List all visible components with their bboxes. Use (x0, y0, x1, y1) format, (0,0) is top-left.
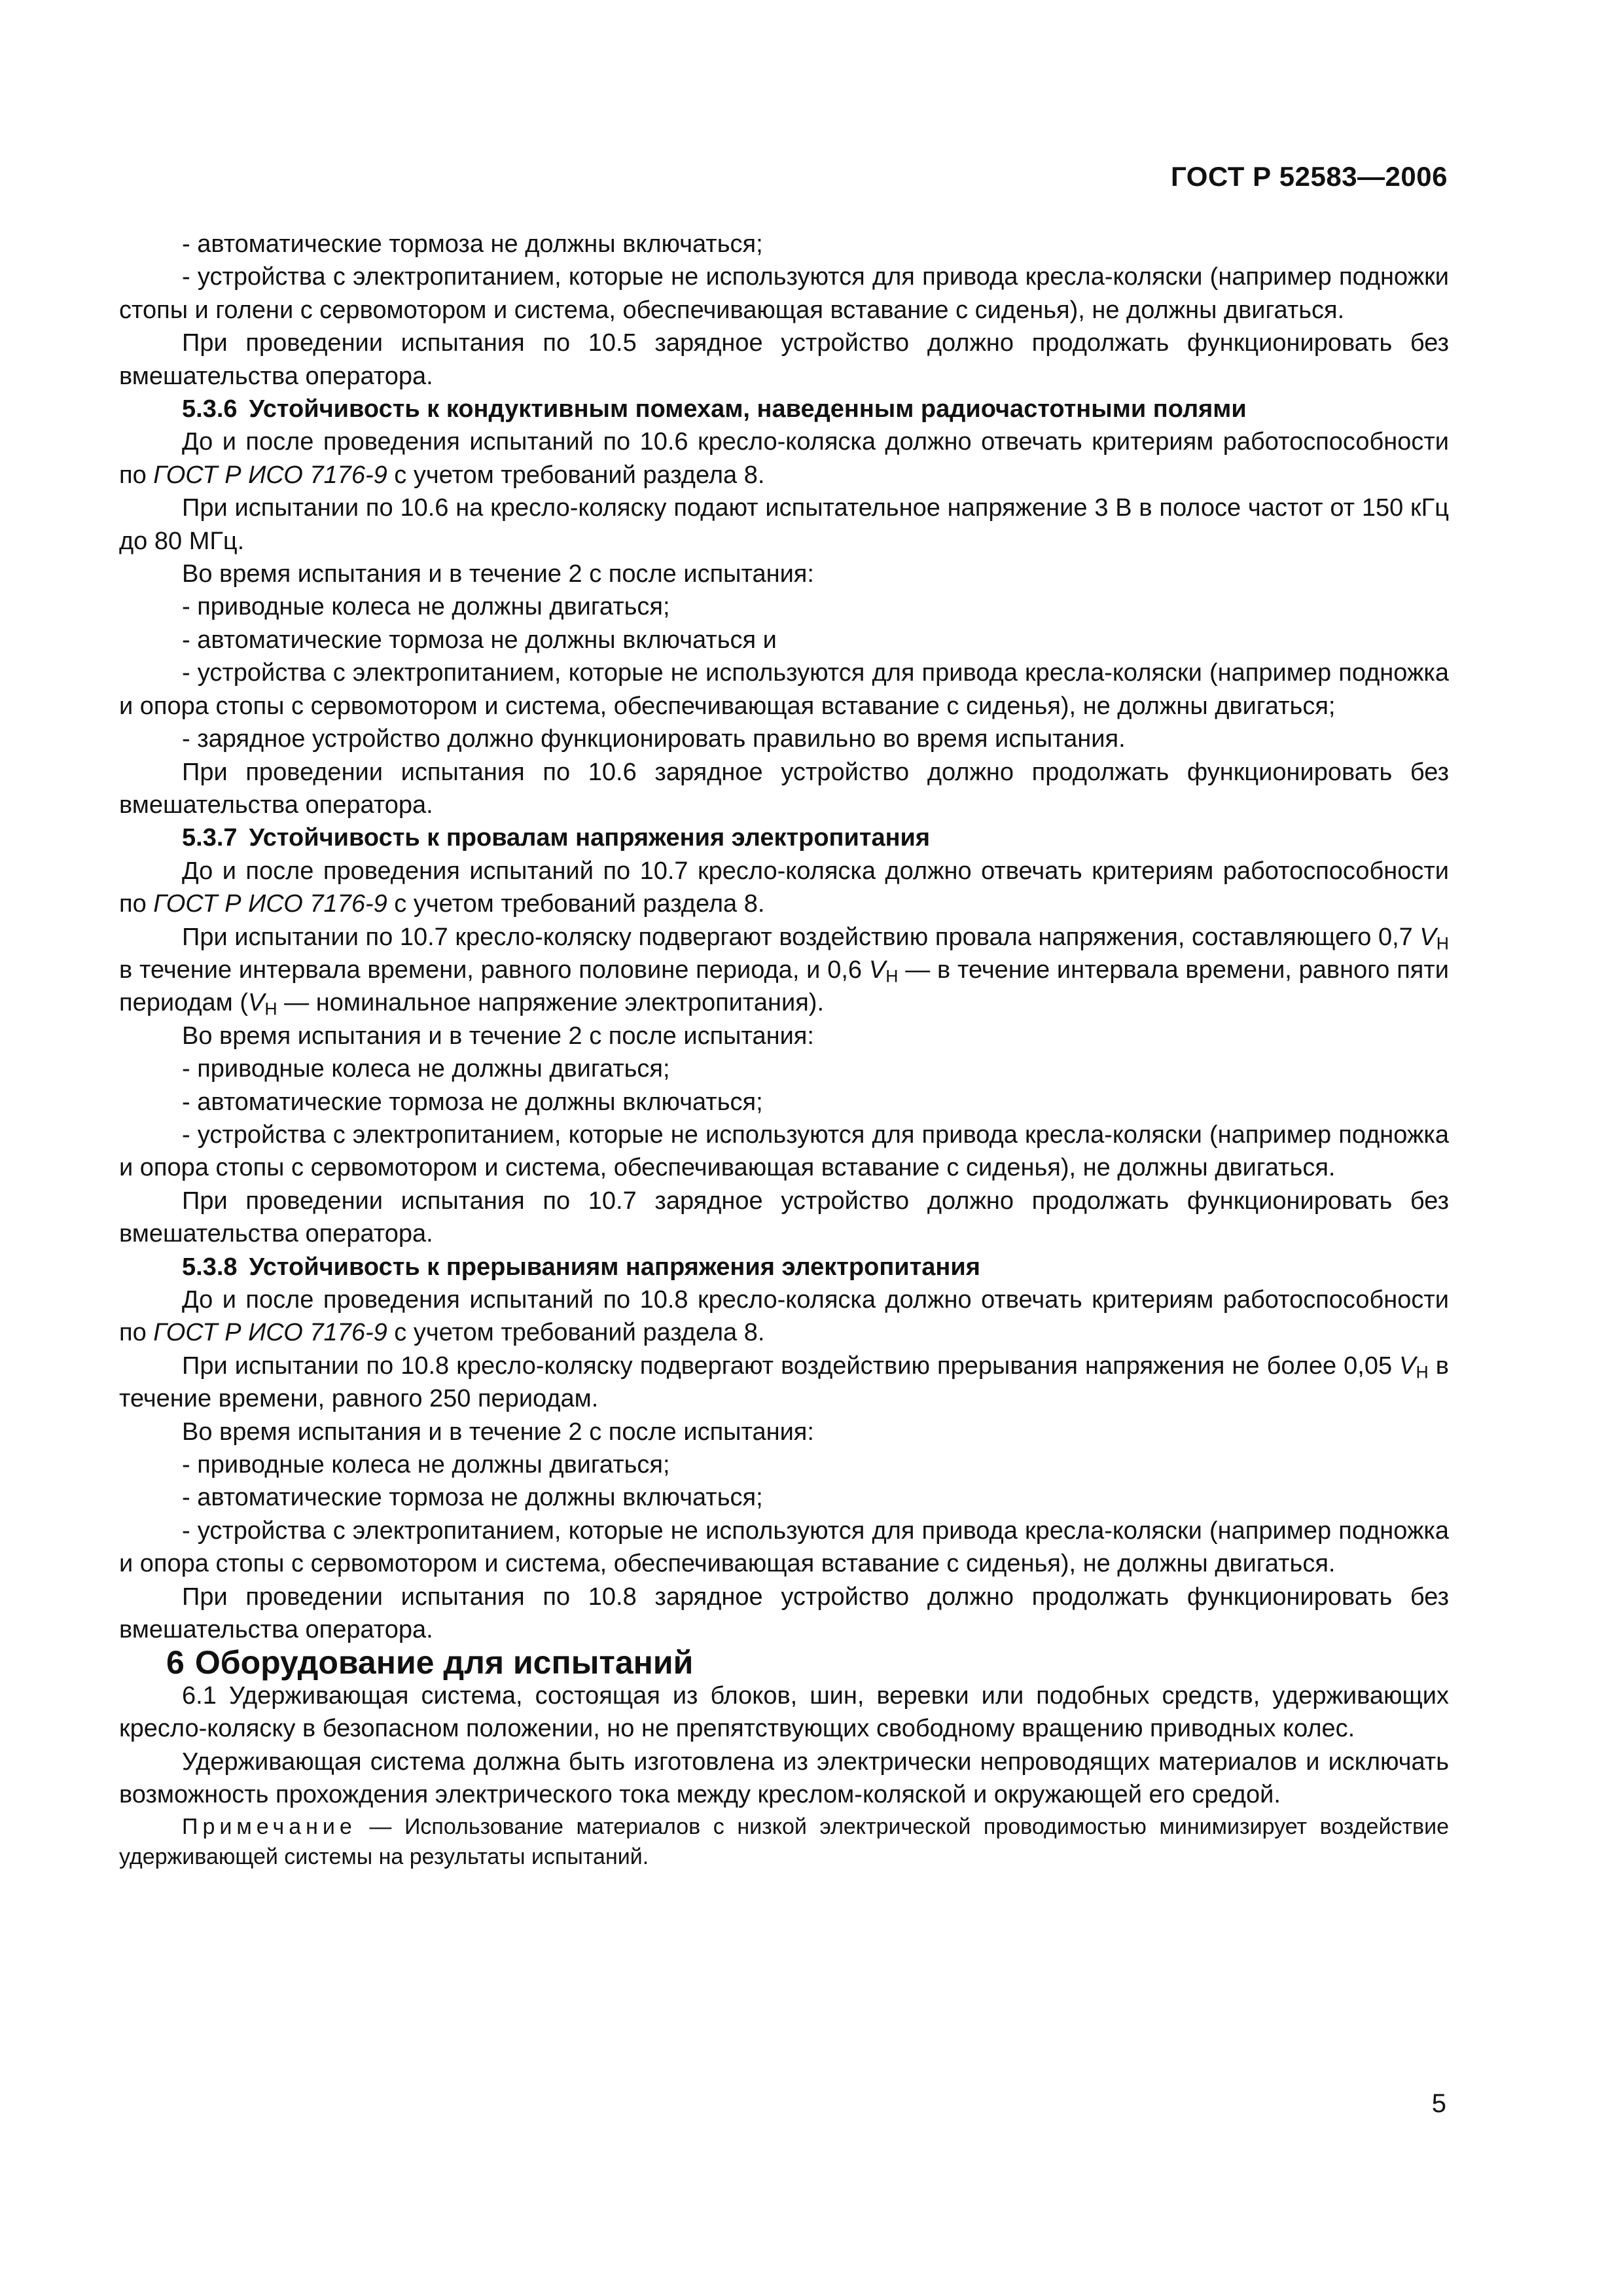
note-label: Примечание (182, 1814, 357, 1839)
text: До и после проведения испытаний по 10.6 кресло-коляска должно отвечать критериям работоспособности по (119, 428, 1449, 489)
standard-reference: ГОСТ Р ИСО 7176-9 (153, 1319, 387, 1347)
list-item: - устройства с электропитанием, которые не используются для привода кресла-коляски (например подножки стопы и голени с сервомотором и система, обеспечивающая вставание с сиденья), не должны двигаться. (119, 263, 1449, 324)
voltage-subscript: Н (885, 966, 899, 986)
paragraph: Удерживающая система должна быть изготовлена из электрически непроводящих материалов и исключать возможность прохождения электрического тока между креслом-коляской и окружающей его средой. (119, 1748, 1449, 1809)
text: При испытании по 10.8 кресло-коляску подвергают воздействию прерывания напряжения не более 0,05 (182, 1352, 1400, 1380)
list-item: - устройства с электропитанием, которые не используются для привода кресла-коляски (например подножка и опора стопы с сервомотором и система, обеспечивающая вставание с сиденья), не должны двигаться. (119, 1516, 1449, 1578)
paragraph: 6.1 Удерживающая система, состоящая из блоков, шин, веревки или подобных средств, удерживающих кресло-коляску в безопасном положении, но не препятствующих свободному вращению приводных колес. (119, 1681, 1449, 1743)
paragraph: При проведении испытания по 10.6 зарядное устройство должно продолжать функционировать без вмешательства оператора. (119, 758, 1449, 819)
subsection-title: Устойчивость к кондуктивным помехам, наведенным радиочастотными полями (249, 395, 1247, 423)
document-header: ГОСТ Р 52583—2006 (1171, 161, 1448, 192)
paragraph (119, 1350, 1449, 1416)
text: с учетом требований раздела 8. (387, 461, 765, 489)
voltage-symbol: V (1419, 923, 1436, 951)
list-item: - автоматические тормоза не должны включаться и (182, 626, 777, 654)
subsection-heading-5-3-7 (119, 821, 1449, 854)
paragraph: При испытании по 10.6 на кресло-коляску подают испытательное напряжение 3 В в полосе частот от 150 кГц до 80 МГц. (119, 494, 1449, 555)
subsection-title: Устойчивость к провалам напряжения электропитания (249, 824, 931, 852)
list-item: - приводные колеса не должны двигаться; (182, 1451, 670, 1479)
paragraph (119, 1283, 1449, 1350)
subsection-heading-5-3-6 (119, 393, 1449, 425)
subsection-title: Устойчивость к прерываниям напряжения электропитания (249, 1253, 980, 1281)
voltage-subscript: Н (264, 999, 277, 1019)
paragraph: Во время испытания и в течение 2 с после испытания: (182, 1022, 814, 1050)
paragraph: При проведении испытания по 10.5 зарядное устройство должно продолжать функционировать без вмешательства оператора. (119, 329, 1449, 390)
list-item: - автоматические тормоза не должны включаться; (182, 230, 763, 258)
section-heading-6 (119, 1646, 1449, 1679)
paragraph: Во время испытания и в течение 2 с после испытания: (182, 1418, 814, 1446)
text: в течение времени, равного 250 периодам. (119, 1352, 1449, 1413)
text: в течение интервала времени, равного половине периода, и 0,6 (119, 956, 869, 984)
section-number: 6 (166, 1644, 185, 1681)
text: До и после проведения испытаний по 10.8 кресло-коляска должно отвечать критериям работоспособности по (119, 1286, 1449, 1347)
document-body (119, 228, 1449, 1872)
note-text: — Использование материалов с низкой электрической проводимостью минимизирует воздействие удерживающей системы на результаты испытаний. (119, 1814, 1449, 1869)
text: До и после проведения испытаний по 10.7 кресло-коляска должно отвечать критериям работоспособности по (119, 857, 1449, 918)
list-item: - устройства с электропитанием, которые не используются для привода кресла-коляски (например подножка и опора стопы с сервомотором и система, обеспечивающая вставание с сиденья), не должны двигаться. (119, 1121, 1449, 1182)
paragraph (119, 425, 1449, 492)
page-number: 5 (1431, 2089, 1446, 2118)
voltage-subscript: Н (1436, 933, 1449, 954)
subsection-number: 5.3.6 (182, 395, 238, 423)
list-item: - устройства с электропитанием, которые не используются для привода кресла-коляски (например подножка и опора стопы с сервомотором и система, обеспечивающая вставание с сиденья), не должны двигаться; (119, 659, 1449, 720)
note (119, 1812, 1449, 1872)
standard-reference: ГОСТ Р ИСО 7176-9 (153, 890, 387, 918)
list-item: - автоматические тормоза не должны включаться; (182, 1484, 763, 1512)
subsection-number: 5.3.7 (182, 824, 238, 852)
text: с учетом требований раздела 8. (387, 890, 765, 918)
voltage-symbol: V (868, 956, 886, 984)
text: с учетом требований раздела 8. (387, 1319, 765, 1347)
paragraph (119, 921, 1449, 1020)
paragraph (119, 855, 1449, 921)
voltage-subscript: Н (1416, 1362, 1429, 1382)
subsection-number: 5.3.8 (182, 1253, 238, 1281)
text: — в течение интервала времени, равного пяти периодам ( (119, 956, 1449, 1017)
list-item: - зарядное устройство должно функционировать правильно во время испытания. (182, 725, 1126, 753)
paragraph: Во время испытания и в течение 2 с после испытания: (182, 560, 814, 588)
paragraph: При проведении испытания по 10.7 зарядное устройство должно продолжать функционировать без вмешательства оператора. (119, 1187, 1449, 1248)
subsection-heading-5-3-8 (119, 1251, 1449, 1283)
text: — номинальное напряжение электропитания). (277, 989, 825, 1017)
list-item: - приводные колеса не должны двигаться; (182, 1055, 670, 1083)
paragraph: При проведении испытания по 10.8 зарядное устройство должно продолжать функционировать без вмешательства оператора. (119, 1583, 1449, 1644)
section-title: Оборудование для испытаний (194, 1644, 694, 1681)
list-item: - автоматические тормоза не должны включаться; (182, 1088, 763, 1116)
voltage-symbol: V (248, 989, 265, 1017)
text: При испытании по 10.7 кресло-коляску подвергают воздействию провала напряжения, составляющего 0,7 (182, 923, 1420, 951)
voltage-symbol: V (1399, 1352, 1416, 1380)
list-item: - приводные колеса не должны двигаться; (182, 593, 670, 621)
standard-reference: ГОСТ Р ИСО 7176-9 (153, 461, 387, 489)
